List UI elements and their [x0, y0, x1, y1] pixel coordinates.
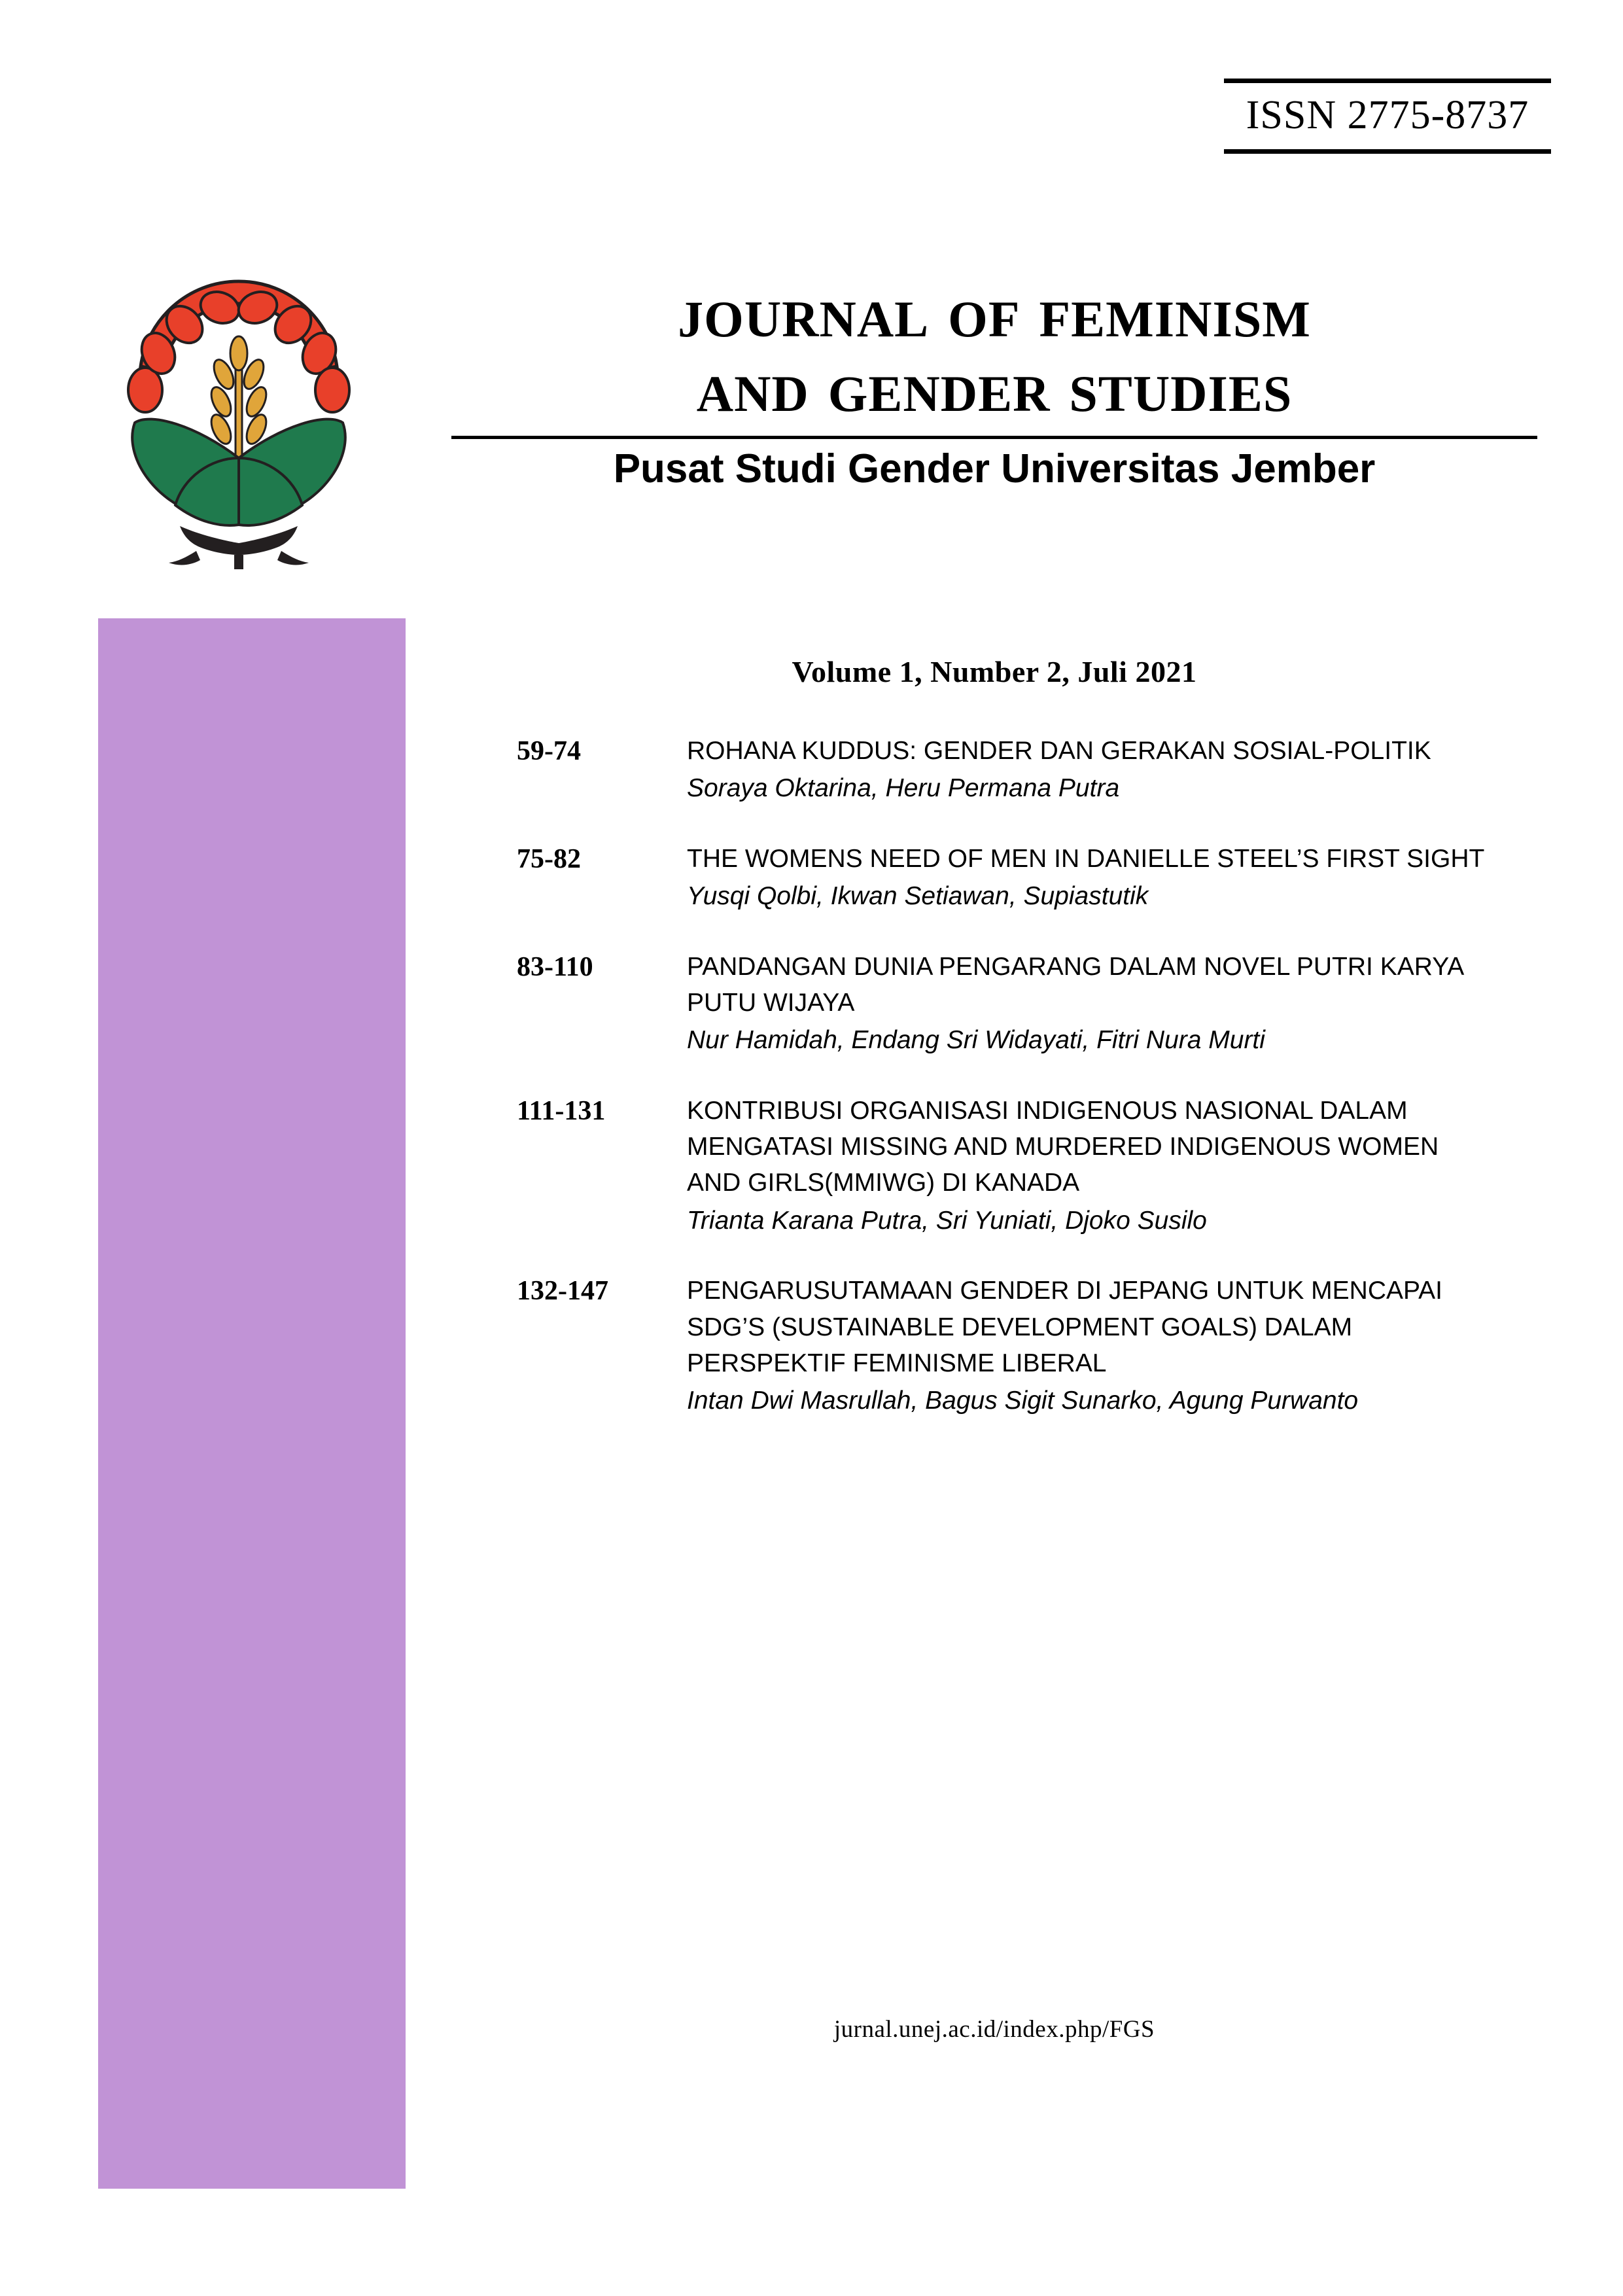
- toc-article-authors: Yusqi Qolbi, Ikwan Setiawan, Supiastutik: [687, 882, 1149, 911]
- journal-title-line-1: journal of feminism: [678, 272, 1311, 353]
- page-title: [451, 272, 1537, 428]
- toc-page-range: 111-131: [517, 1095, 606, 1126]
- toc-page-range: 75-82: [517, 843, 581, 874]
- toc-entry[interactable]: [517, 733, 1498, 807]
- toc-body: [687, 841, 1498, 915]
- toc-article-title: KONTRIBUSI ORGANISASI INDIGENOUS NASIONAL DALAM MENGATASI MISSING AND MURDERED INDIGENOUS WOMEN AND GIRLS(MMIWG) DI KANADA: [687, 1096, 1439, 1197]
- toc-article-title: ROHANA KUDDUS: GENDER DAN GERAKAN SOSIAL-POLITIK: [687, 737, 1431, 765]
- toc-article-title: THE WOMENS NEED OF MEN IN DANIELLE STEEL’S FIRST SIGHT: [687, 844, 1485, 873]
- journal-website-url[interactable]: jurnal.unej.ac.id/index.php/FGS: [833, 2016, 1155, 2043]
- toc-body: [687, 1273, 1498, 1419]
- issn-block: [1224, 79, 1551, 154]
- toc-page-range: 83-110: [517, 951, 593, 982]
- toc-article-authors: Intan Dwi Masrullah, Bagus Sigit Sunarko, Agung Purwanto: [687, 1386, 1359, 1415]
- toc-entry[interactable]: [517, 1093, 1498, 1239]
- toc-page-range: 59-74: [517, 736, 581, 766]
- issue-volume-line: Volume 1, Number 2, Juli 2021: [792, 655, 1197, 688]
- issn-bottom-rule: [1224, 149, 1551, 154]
- toc-article-authors: Nur Hamidah, Endang Sri Widayati, Fitri Nura Murti: [687, 1026, 1265, 1055]
- university-of-jember-emblem-icon: [98, 262, 379, 569]
- toc-article-title: PANDANGAN DUNIA PENGARANG DALAM NOVEL PUTRI KARYA PUTU WIJAYA: [687, 952, 1463, 1017]
- toc-entry[interactable]: [517, 1273, 1498, 1419]
- toc-article-authors: Soraya Oktarina, Heru Permana Putra: [687, 774, 1120, 803]
- toc-article-title: PENGARUSUTAMAAN GENDER DI JEPANG UNTUK MENCAPAI SDG’S (SUSTAINABLE DEVELOPMENT GOALS) DALAM PERSPEKTIF FEMINISME LIBERAL: [687, 1277, 1442, 1377]
- issn-text: ISSN 2775-8737: [1246, 93, 1529, 137]
- masthead: [451, 272, 1537, 492]
- toc-page-range: 132-147: [517, 1276, 608, 1307]
- journal-subtitle: Pusat Studi Gender Universitas Jember: [613, 446, 1376, 492]
- issn-top-rule: [1224, 79, 1551, 83]
- toc-body: [687, 733, 1498, 807]
- toc-entry[interactable]: [517, 949, 1498, 1059]
- decorative-sidebar: [98, 618, 406, 2189]
- toc-body: [687, 1093, 1498, 1239]
- toc-entry[interactable]: [517, 841, 1498, 915]
- university-emblem-logo: [98, 262, 379, 569]
- toc-article-authors: Trianta Karana Putra, Sri Yuniati, Djoko Susilo: [687, 1206, 1207, 1235]
- table-of-contents: [517, 733, 1498, 1453]
- masthead-rule: [451, 436, 1537, 439]
- toc-body: [687, 949, 1498, 1059]
- journal-title-line-2: and gender studies: [696, 346, 1293, 428]
